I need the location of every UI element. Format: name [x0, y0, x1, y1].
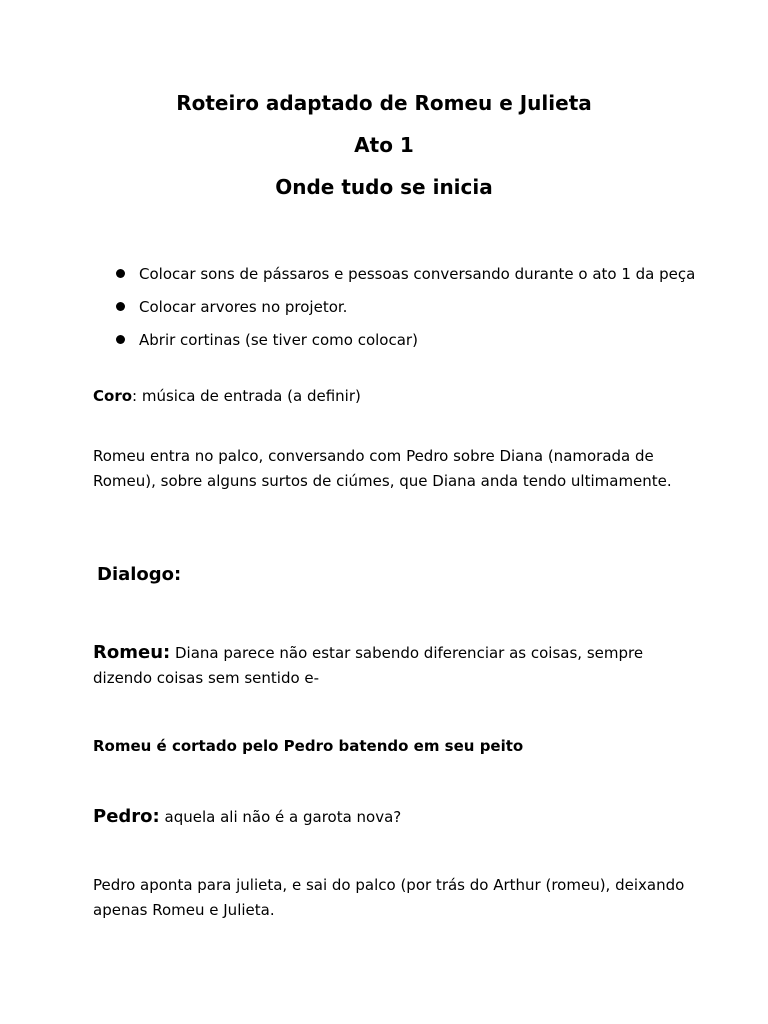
- bullet-icon: [116, 302, 125, 311]
- coro-text: : música de entrada (a definir): [132, 387, 361, 405]
- list-item-text: Colocar arvores no projetor.: [139, 298, 348, 316]
- stage-direction: Romeu é cortado pelo Pedro batendo em seu peito: [93, 737, 524, 755]
- speaker-name: Pedro:: [93, 806, 160, 827]
- dialog-heading: Dialogo:: [97, 564, 182, 585]
- list-item-text: Abrir cortinas (se tiver como colocar): [139, 331, 418, 349]
- dialog-text: Diana parece não estar sabendo diferenciar as coisas, sempre dizendo coisas sem sentido e-: [93, 644, 644, 687]
- dialog-text: aquela ali não é a garota nova?: [159, 808, 402, 826]
- dialog-line: [93, 804, 693, 830]
- production-notes-list: [116, 262, 696, 361]
- coro-label: Coro: [93, 387, 133, 405]
- document-title: Roteiro adaptado de Romeu e Julieta: [176, 91, 592, 115]
- list-item: [116, 262, 696, 286]
- bullet-icon: [116, 335, 125, 344]
- bullet-icon: [116, 269, 125, 278]
- list-item: [116, 295, 696, 319]
- list-item-text: Colocar sons de pássaros e pessoas conversando durante o ato 1 da peça: [139, 265, 696, 283]
- stage-direction: Pedro aponta para julieta, e sai do palco (por trás do Arthur (romeu), deixando apenas Romeu e Julieta.: [93, 876, 685, 919]
- list-item: [116, 328, 696, 352]
- stage-direction: Romeu entra no palco, conversando com Pedro sobre Diana (namorada de Romeu), sobre alguns surtos de ciúmes, que Diana anda tendo ultimamente.: [93, 447, 672, 490]
- dialog-line: [93, 640, 693, 691]
- act-subtitle: Onde tudo se inicia: [275, 175, 493, 199]
- act-title: Ato 1: [354, 133, 414, 157]
- coro-paragraph: [93, 384, 693, 409]
- speaker-name: Romeu:: [93, 642, 171, 663]
